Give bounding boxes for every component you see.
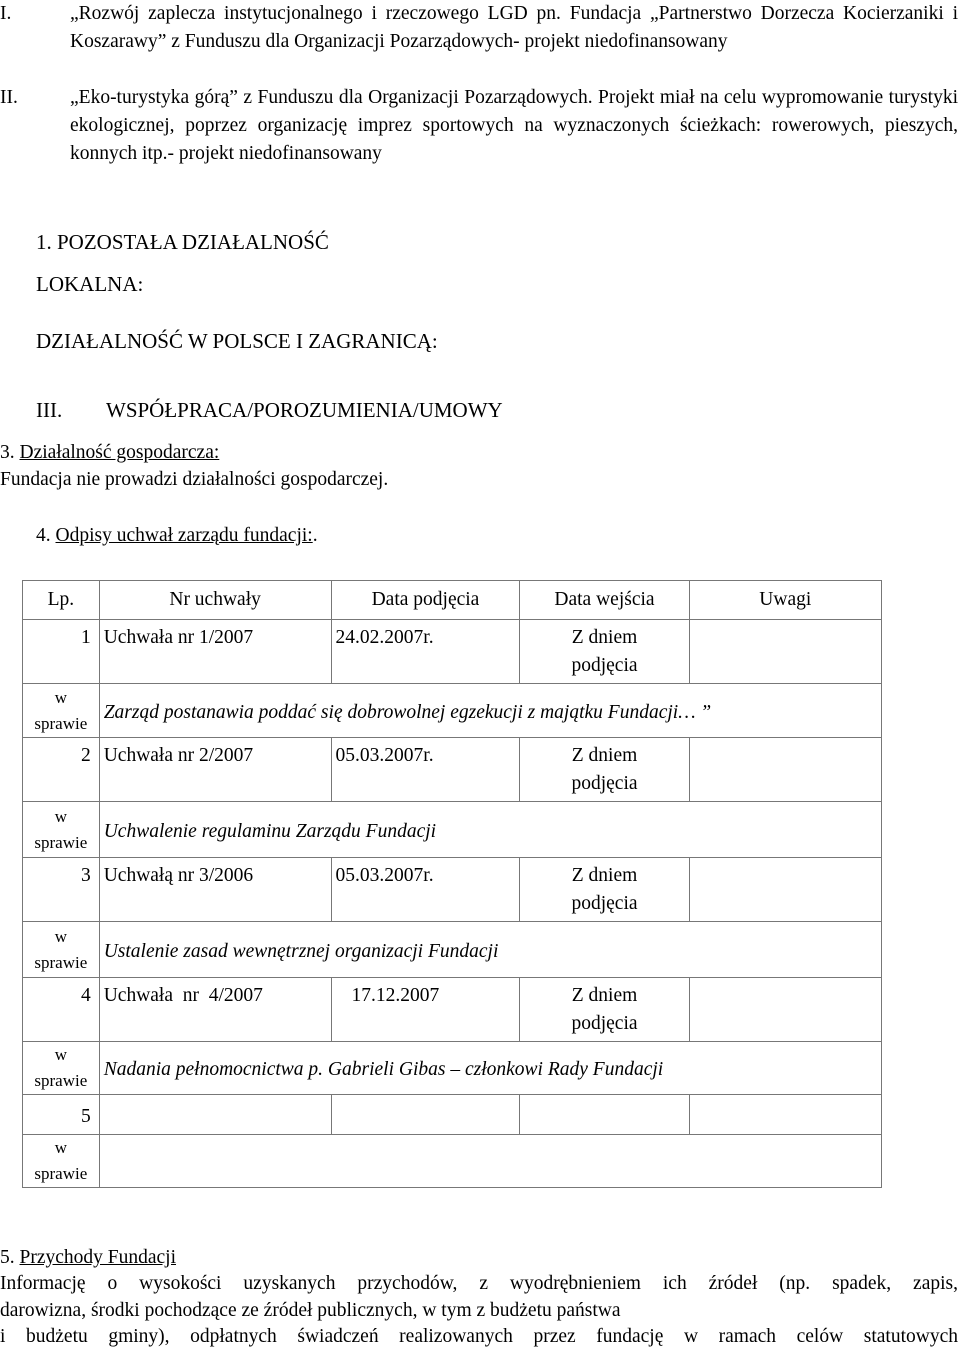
header-nr-uchwaly: Nr uchwały [99,581,331,620]
resolutions-table [22,580,882,1188]
row-data-podjecia: 05.03.2007r. [331,858,520,922]
row-nr: Uchwała nr 2/2007 [99,738,331,802]
row-data-podjecia: 24.02.2007r. [331,620,520,684]
row-description: Zarząd postanawia poddać się dobrowolnej egzekucji z majątku Fundacji… ” [99,684,881,738]
section-number: 4. [36,525,51,546]
section-5-line-2: darowizna, środki pochodzące ze źródeł publicznych, w tym z budżetu państwa [0,1300,621,1321]
heading-numeral: III. [36,398,63,422]
table-row-description [23,684,882,738]
section-5-heading [0,1244,176,1272]
row-data-wejscia: Z dniem podjęcia [520,978,689,1042]
table-row [23,620,882,684]
item-numeral: I. [0,3,12,24]
row-description: Nadania pełnomocnictwa p. Gabrieli Gibas – członkowi Rady Fundacji [99,1042,881,1095]
section-number: 3. [0,442,15,463]
section-title: Przychody Fundacji [19,1247,177,1268]
heading-pozostala: 1. POZOSTAŁA DZIAŁALNOŚĆ [36,230,329,254]
header-lp: Lp. [23,581,100,620]
row-lp: 4 [80,985,91,1006]
row-w-sprawie: w sprawie [23,922,100,978]
section-3-text: Fundacja nie prowadzi działalności gospodarczej. [0,469,389,490]
item-text: „Eko-turystyka górą” z Funduszu dla Organizacji Pozarządowych. Projekt miał na celu wypromowanie turystyki ekologicznej, poprzez organizację imprez sportowych na wyznaczonych ścieżkach: rowerowych, pieszych, konnych itp.- projekt niedofinansowany [70,87,958,164]
row-data-podjecia [331,1095,520,1135]
row-nr [99,1095,331,1135]
row-uwagi [689,978,881,1042]
row-description [99,1135,881,1188]
row-data-podjecia: 05.03.2007r. [331,738,520,802]
table-row [23,858,882,922]
row-data-wejscia: Z dniem podjęcia [520,620,689,684]
row-w-sprawie: w sprawie [23,1135,100,1188]
row-lp: 3 [80,865,91,886]
row-nr: Uchwała nr 4/2007 [99,978,331,1042]
row-w-sprawie: w sprawie [23,802,100,858]
heading-text: WSPÓŁPRACA/POROZUMIENIA/UMOWY [106,398,503,422]
row-nr: Uchwała nr 1/2007 [99,620,331,684]
row-data-wejscia: Z dniem podjęcia [520,858,689,922]
heading-polska: DZIAŁALNOŚĆ W POLSCE I ZAGRANICĄ: [36,329,438,353]
table-row-description [23,802,882,858]
row-lp: 1 [80,627,91,648]
section-number: 5. [0,1247,15,1268]
row-w-sprawie: w sprawie [23,684,100,738]
row-nr: Uchwałą nr 3/2006 [99,858,331,922]
table-header-row [23,581,882,620]
row-lp: 5 [80,1105,91,1127]
item-text: „Rozwój zaplecza instytucjonalnego i rzeczowego LGD pn. Fundacja „Partnerstwo Dorzecza Kocierzaniki i Koszarawy” z Funduszu dla Organizacji Pozarządowych- projekt niedofinansowany [70,3,958,52]
row-uwagi [689,1095,881,1135]
heading-wspolpraca [36,396,503,424]
row-data-wejscia [520,1095,689,1135]
section-5-line-1: Informację o wysokości uzyskanych przychodów, z wyodrębnieniem ich źródeł (np. spadek, zapis, [0,1273,958,1294]
row-data-podjecia: 17.12.2007 [331,978,520,1042]
row-uwagi [689,738,881,802]
row-data-wejscia: Z dniem podjęcia [520,738,689,802]
table-row [23,978,882,1042]
row-uwagi [689,858,881,922]
row-lp: 2 [80,745,91,766]
header-data-wejscia: Data wejścia [520,581,689,620]
table-row-description [23,1135,882,1188]
section-title: Działalność gospodarcza: [19,442,220,463]
section-3-heading [0,439,219,467]
item-numeral: II. [0,87,18,108]
row-w-sprawie: w sprawie [23,1042,100,1095]
table-row [23,738,882,802]
heading-lokalna: LOKALNA: [36,272,144,296]
row-description: Ustalenie zasad wewnętrznej organizacji Fundacji [99,922,881,978]
section-title: Odpisy uchwał zarządu fundacji: [55,525,313,546]
section-tail: . [312,525,318,546]
section-4-heading [36,522,318,550]
table-row [23,1095,882,1135]
table-row-description [23,1042,882,1095]
row-uwagi [689,620,881,684]
row-description: Uchwalenie regulaminu Zarządu Fundacji [99,802,881,858]
header-uwagi: Uwagi [689,581,881,620]
header-data-podjecia: Data podjęcia [331,581,520,620]
table-row-description [23,922,882,978]
section-5-line-3: i budżetu gminy), odpłatnych świadczeń realizowanych przez fundację w ramach celów statutowych [0,1326,958,1347]
